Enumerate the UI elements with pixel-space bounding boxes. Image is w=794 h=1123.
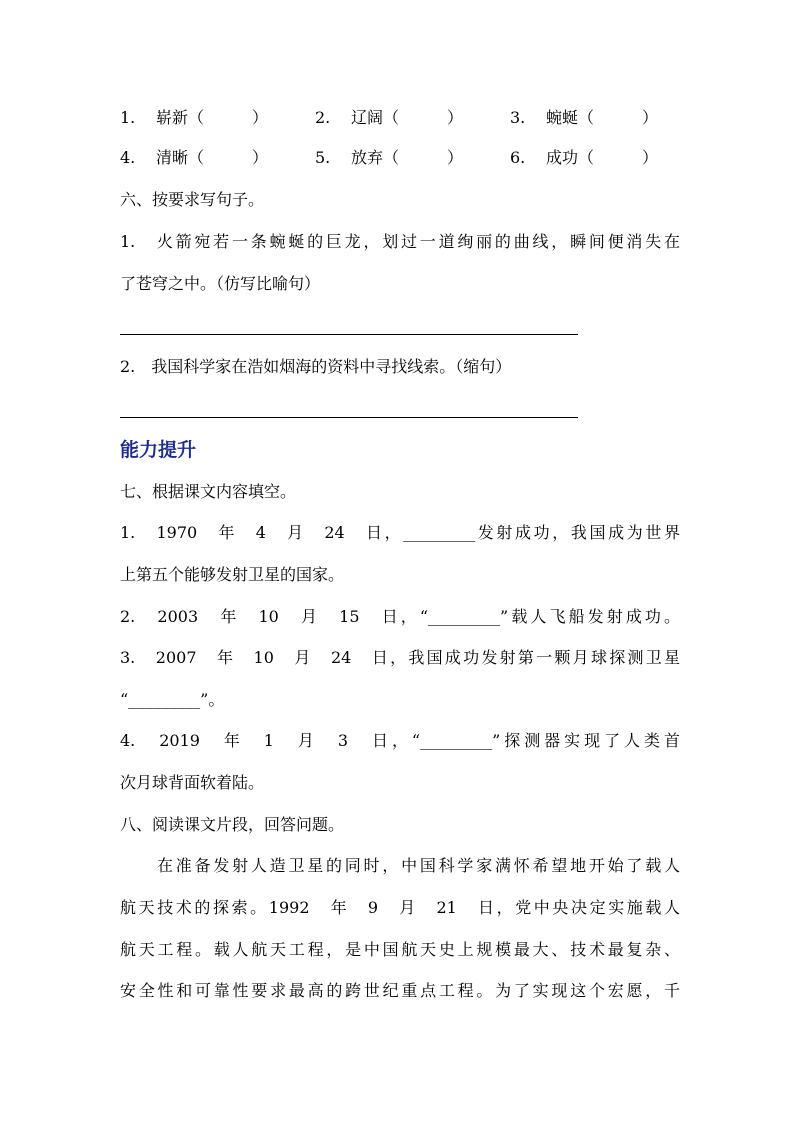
section-6-question-1-line-1: 1. 火箭宛若一条蜿蜒的巨龙，划过一道绚丽的曲线，瞬间便消失在 bbox=[120, 232, 680, 251]
section-7-question-4-line-2: 次月球背面软着陆。 bbox=[120, 773, 265, 792]
passage-line-2: 航天技术的探索。1992 年 9 月 21 日，党中央决定实施载人 bbox=[120, 898, 680, 917]
passage-line-3: 航天工程。载人航天工程，是中国航天史上规模最大、技术最复杂、 bbox=[120, 940, 680, 959]
answer-line-2[interactable] bbox=[120, 417, 578, 418]
section-7-question-4-line-1: 4. 2019 年 1 月 3 日，“_________”探测器实现了人类首 bbox=[120, 731, 680, 750]
section-6-question-1-line-2: 了苍穹之中。（仿写比喻句） bbox=[120, 274, 321, 293]
antonym-word-5: 放弃（ ） bbox=[351, 148, 464, 167]
ability-heading: 能力提升 bbox=[120, 439, 197, 461]
antonym-item-1: 1. 崭新（ ） bbox=[120, 108, 269, 127]
antonym-item-3: 3. 蜿蜒（ ） bbox=[510, 108, 659, 127]
section-7-question-2: 2. 2003 年 10 月 15 日，“_________”载人飞船发射成功。 bbox=[120, 607, 680, 626]
antonym-item-4: 4. 清晰（ ） bbox=[120, 148, 269, 167]
antonym-word-1: 崭新（ ） bbox=[156, 108, 269, 127]
passage-line-1: 在准备发射人造卫星的同时，中国科学家满怀希望地开始了载人 bbox=[157, 856, 680, 875]
antonym-item-2: 2. 辽阔（ ） bbox=[315, 108, 464, 127]
passage-line-4: 安全性和可靠性要求最高的跨世纪重点工程。为了实现这个宏愿，千 bbox=[120, 981, 680, 1000]
section-7-question-3-line-1: 3. 2007 年 10 月 24 日，我国成功发射第一颗月球探测卫星 bbox=[120, 648, 680, 667]
section-7-question-1-line-1: 1. 1970 年 4 月 24 日，_________发射成功，我国成为世界 bbox=[120, 523, 680, 542]
section-6-question-2: 2. 我国科学家在浩如烟海的资料中寻找线索。（缩句） bbox=[120, 357, 512, 376]
antonym-row-1 bbox=[120, 108, 680, 128]
section-6-title: 六、按要求写句子。 bbox=[120, 190, 265, 209]
antonym-row-2 bbox=[120, 148, 680, 168]
section-7-title: 七、根据课文内容填空。 bbox=[120, 482, 297, 501]
answer-line-1[interactable] bbox=[120, 334, 578, 335]
antonym-word-6: 成功（ ） bbox=[546, 148, 659, 167]
section-7-question-3-line-2: “_________”。 bbox=[120, 690, 225, 709]
section-8-title: 八、阅读课文片段，回答问题。 bbox=[120, 815, 345, 834]
antonym-word-3: 蜿蜒（ ） bbox=[546, 108, 659, 127]
section-7-question-1-line-2: 上第五个能够发射卫星的国家。 bbox=[120, 565, 345, 584]
antonym-word-4: 清晰（ ） bbox=[156, 148, 269, 167]
antonym-item-5: 5. 放弃（ ） bbox=[315, 148, 464, 167]
antonym-word-2: 辽阔（ ） bbox=[351, 108, 464, 127]
antonym-item-6: 6. 成功（ ） bbox=[510, 148, 659, 167]
